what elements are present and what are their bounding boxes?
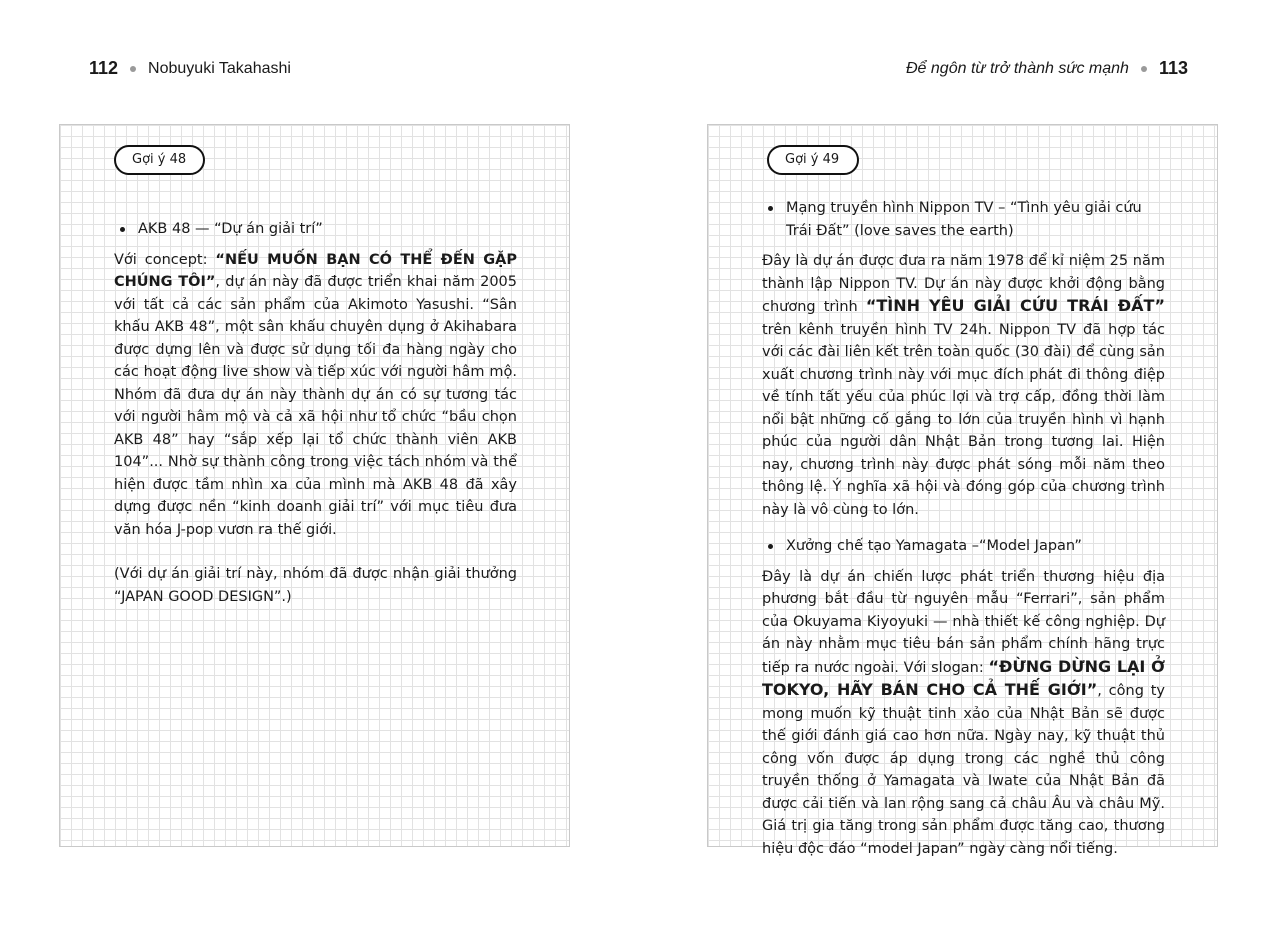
left-page-content xyxy=(114,218,517,608)
book-title: Để ngôn từ trở thành sức mạnh xyxy=(906,59,1129,77)
author-name: Nobuyuki Takahashi xyxy=(148,59,291,77)
bullet-item: AKB 48 — “Dự án giải trí” xyxy=(114,218,517,241)
body-paragraph: Với concept: “NẾU MUỐN BẠN CÓ THỂ ĐẾN GẶP CHÚNG TÔI”, dự án này đã được triển khai năm 2005 với tất cả các sản phẩm của Akimoto Yasushi. “Sân khấu AKB 48”, một sân khấu chuyên dụng ở Akihabara được dựng lên và được sử dụng tối đa hàng ngày cho các hoạt động live show và tiếp xúc với người hâm mộ. Nhóm đã đưa dự án này thành dự án có sự tương tác với người hâm mộ và cả xã hội như tổ chức “bầu chọn AKB 48” hay “sắp xếp lại tổ chức thành viên AKB 104”... Nhờ sự thành công trong việc tách nhóm và thể hiện được tầm nhìn xa của mình mà AKB 48 đã xây dựng được nền “kinh doanh giải trí” với mục tiêu đưa văn hóa J-pop vươn ra thế giới. xyxy=(114,251,517,538)
award-note: (Với dự án giải trí này, nhóm đã được nhận giải thưởng “JAPAN GOOD DESIGN”.) xyxy=(114,566,517,605)
slogan-text: “NẾU MUỐN BẠN CÓ THỂ ĐẾN GẶP CHÚNG TÔI” xyxy=(114,251,517,290)
hint-badge: Gợi ý 49 xyxy=(767,145,859,175)
hint-badge: Gợi ý 48 xyxy=(114,145,205,175)
left-grid-page xyxy=(59,124,570,847)
right-page-number: 113 xyxy=(1158,58,1188,78)
bullet-item: Mạng truyền hình Nippon TV – “Tình yêu giải cứu Trái Đất” (love saves the earth) xyxy=(762,197,1165,242)
left-page-number: 112 xyxy=(89,58,119,78)
right-page-header xyxy=(906,58,1188,79)
body-paragraph: Đây là dự án được đưa ra năm 1978 để kỉ niệm 25 năm thành lập Nippon TV. Dự án này được khởi động bằng chương trình “TÌNH YÊU GIẢI CỨU TRÁI ĐẤT” trên kênh truyền hình TV 24h. Nippon TV đã hợp tác với các đài liên kết trên toàn quốc (30 đài) để cùng sản xuất chương trình này với mục đích phát đi thông điệp về tính tất yếu của phúc lợi và trợ cấp, đồng thời làm nổi bật những cố gắng to lớn của truyền hình vì hạnh phúc của người dân Nhật Bản trong tương lai. Hiện nay, chương trình này được phát sóng mỗi năm theo thông lệ. Ý nghĩa xã hội và đóng góp của chương trình này là vô cùng to lớn. xyxy=(762,253,1165,518)
body-paragraph: Đây là dự án chiến lược phát triển thương hiệu địa phương bắt đầu từ nguyên mẫu “Ferrari”, sản phẩm của Okuyama Kiyoyuki — nhà thiết kế công nghiệp. Dự án này nhằm mục tiêu bán sản phẩm chính hãng trực tiếp ra nước ngoài. Với slogan: “ĐỪNG DỪNG LẠI Ở TOKYO, HÃY BÁN CHO CẢ THẾ GIỚI”, công ty mong muốn kỹ thuật tinh xảo của Nhật Bản sẽ được thế giới đánh giá cao hơn nữa. Ngày nay, kỹ thuật thủ công vốn được áp dụng trong các nghề thủ công truyền thống ở Yamagata và Iwate của Nhật Bản đã được cải tiến và lan rộng sang cả châu Âu và châu Mỹ. Giá trị gia tăng trong sản phẩm được tăng cao, thương hiệu độc đáo “model Japan” ngày càng nổi tiếng. xyxy=(762,568,1166,857)
bullet-item: Xưởng chế tạo Yamagata –“Model Japan” xyxy=(762,535,1165,558)
left-page-header xyxy=(89,58,291,79)
header-separator-dot xyxy=(1141,66,1147,72)
header-separator-dot xyxy=(130,66,136,72)
slogan-text: “TÌNH YÊU GIẢI CỨU TRÁI ĐẤT” xyxy=(865,296,1165,315)
right-page-content xyxy=(762,197,1165,860)
right-grid-page xyxy=(707,124,1218,857)
slogan-text: “ĐỪNG DỪNG LẠI Ở TOKYO, HÃY BÁN CHO CẢ THẾ GIỚI” xyxy=(762,656,1166,699)
